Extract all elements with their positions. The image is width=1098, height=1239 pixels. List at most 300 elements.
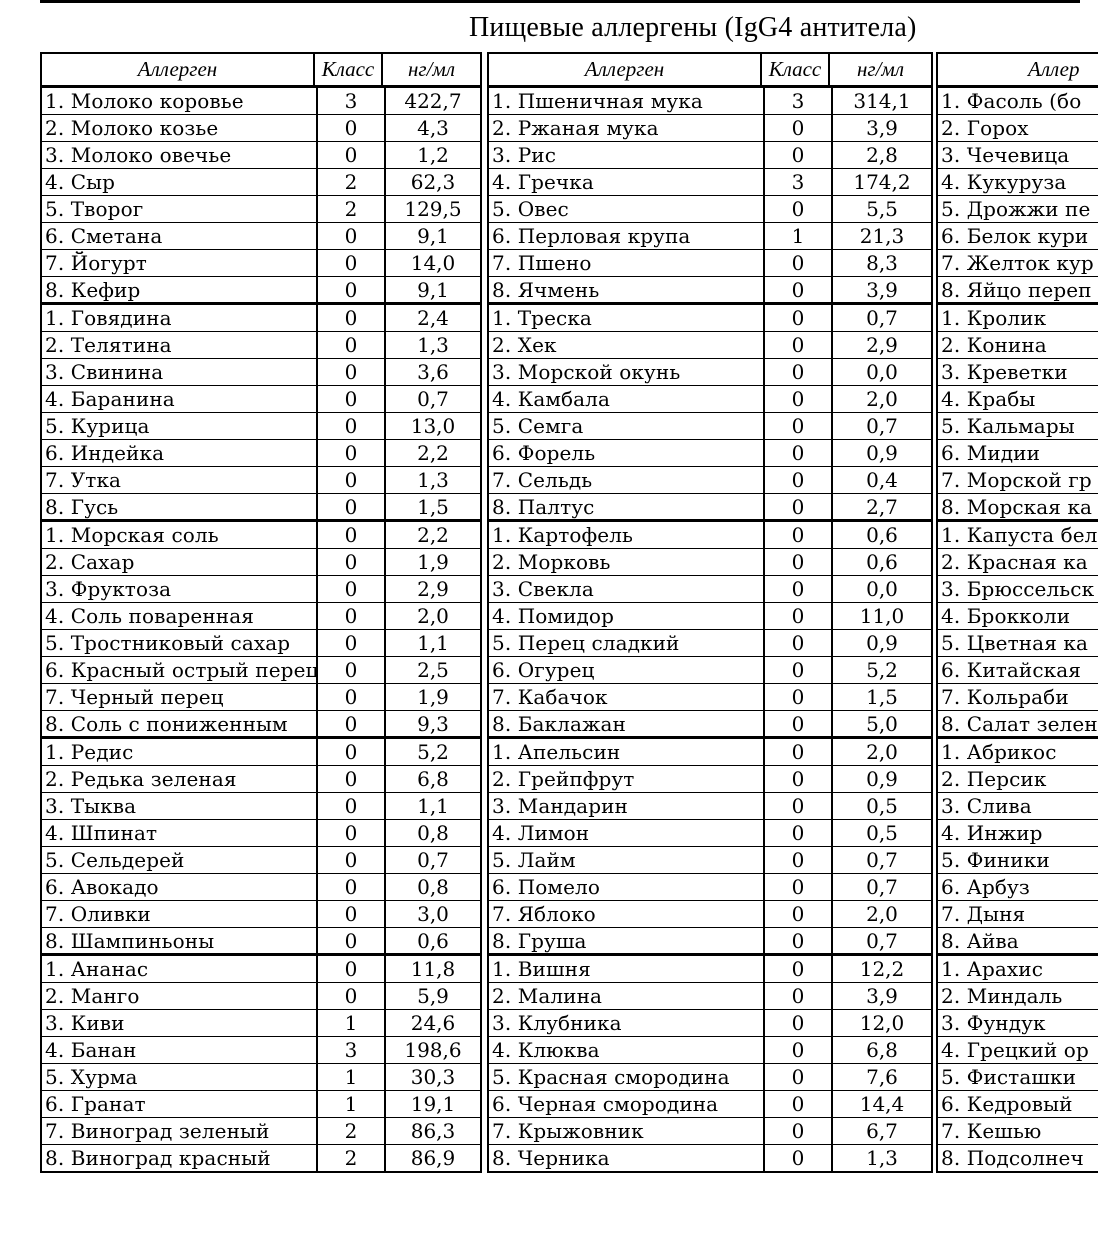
allergen-name: 2. Манго [42,983,318,1009]
allergen-class: 0 [318,277,386,302]
allergen-value: 2,2 [417,441,449,465]
table-header [42,54,480,88]
allergen-name: 2. Красная ка [941,550,1088,574]
allergen-class: 1 [318,1091,386,1117]
allergen-value: 13,0 [410,414,456,438]
allergen-class: 0 [765,494,833,519]
table-row [489,630,931,657]
allergen-value: 2,7 [866,495,898,519]
table-row [42,657,480,684]
allergen-value: 0,9 [866,767,898,791]
table-row [489,820,931,847]
table-row [938,956,1098,983]
table-row [42,142,480,169]
allergen-name: 6. Китайская [941,658,1082,682]
allergen-value: 0,9 [866,631,898,655]
allergen-value: 5,5 [866,197,898,221]
table-row [42,522,480,549]
allergen-name: 5. Сельдерей [42,847,318,873]
allergen-class: 0 [318,549,386,575]
allergen-name: 2. Конина [941,333,1047,357]
table-row [42,766,480,793]
table-row [489,1145,931,1171]
allergen-name: 7. Виноград зеленый [42,1118,318,1144]
allergen-name: 4. Грецкий ор [941,1038,1089,1062]
table-row [489,277,931,305]
allergen-name: 1. Редис [42,739,318,765]
allergen-class: 0 [765,874,833,900]
allergen-class: 0 [318,440,386,466]
allergen-name: 1. Арахис [941,957,1044,981]
table-row [489,549,931,576]
allergen-value: 422,7 [404,89,462,113]
allergen-value: 62,3 [410,170,456,194]
allergen-value: 1,5 [866,685,898,709]
allergen-class: 0 [318,494,386,519]
allergen-class: 3 [765,169,833,195]
allergen-value: 0,8 [417,821,449,845]
allergen-class: 0 [318,522,386,548]
allergen-value: 3,0 [417,902,449,926]
allergen-value: 7,6 [866,1065,898,1089]
table-row [489,359,931,386]
allergen-name: 6. Авокадо [42,874,318,900]
table-row [42,277,480,305]
allergen-value: 3,9 [866,984,898,1008]
allergen-name: 4. Гречка [489,169,765,195]
allergen-name: 3. Молоко овечье [42,142,318,168]
allergen-class: 0 [765,1091,833,1117]
allergen-class: 0 [318,820,386,846]
table-row [489,1037,931,1064]
table-row [938,440,1098,467]
allergen-class: 0 [765,332,833,358]
allergen-name: 8. Морская ка [941,495,1093,519]
allergen-class: 3 [318,1037,386,1063]
allergen-class: 2 [318,1145,386,1171]
allergen-name: 8. Подсолнеч [941,1146,1084,1170]
allergen-name: 4. Помидор [489,603,765,629]
table-row [489,142,931,169]
allergen-name: 8. Соль с пониженным [42,711,318,736]
allergen-name: 7. Яблоко [489,901,765,927]
allergen-value: 11,0 [859,604,905,628]
allergen-name: 2. Персик [941,767,1047,791]
allergen-class: 1 [765,223,833,249]
allergen-name: 5. Курица [42,413,318,439]
table-row [938,874,1098,901]
allergen-class: 0 [318,630,386,656]
table-row [938,928,1098,956]
table-row [938,277,1098,305]
allergen-name: 5. Цветная ка [941,631,1088,655]
allergen-class: 0 [318,657,386,683]
allergen-class: 0 [765,983,833,1009]
table-row [938,305,1098,332]
allergen-name: 6. Черная смородина [489,1091,765,1117]
allergen-class: 0 [765,711,833,736]
allergen-value: 12,2 [859,957,905,981]
allergen-name: 4. Лимон [489,820,765,846]
allergen-name: 4. Брокколи [941,604,1071,628]
allergen-value: 129,5 [404,197,462,221]
allergen-value: 1,1 [417,631,449,655]
allergen-class: 0 [765,793,833,819]
table-row [938,1145,1098,1171]
allergen-class: 0 [318,467,386,493]
allergen-name: 6. Белок кури [941,224,1089,248]
allergen-name: 8. Виноград красный [42,1145,318,1171]
allergen-class: 0 [765,820,833,846]
table-row [42,223,480,250]
allergen-name: 8. Салат зелен [941,712,1098,736]
allergen-class: 0 [765,901,833,927]
allergen-name: 3. Рис [489,142,765,168]
table-row [938,332,1098,359]
table-row [42,1091,480,1118]
allergen-name: 4. Инжир [941,821,1043,845]
allergen-class: 0 [765,250,833,276]
table-row [42,1037,480,1064]
table-row [489,305,931,332]
table-row [938,684,1098,711]
allergen-class: 0 [765,928,833,953]
allergen-name: 4. Кукуруза [941,170,1067,194]
allergen-table-2 [487,52,933,1173]
allergen-name: 7. Кольраби [941,685,1069,709]
table-row [42,305,480,332]
allergen-value: 0,5 [866,821,898,845]
table-row [938,522,1098,549]
table-row [938,739,1098,766]
allergen-name: 3. Брюссельск [941,577,1095,601]
table-row [42,359,480,386]
allergen-name: 2. Миндаль [941,984,1063,1008]
allergen-name: 8. Баклажан [489,711,765,736]
allergen-class: 0 [318,250,386,276]
table-body [489,88,931,1171]
allergen-name: 3. Чечевица [941,143,1070,167]
allergen-value: 4,3 [417,116,449,140]
table-row [489,847,931,874]
allergen-value: 0,6 [866,550,898,574]
allergen-name: 7. Кешью [941,1119,1042,1143]
allergen-name: 1. Ананас [42,956,318,982]
table-row [42,440,480,467]
allergen-value: 6,8 [417,767,449,791]
allergen-name: 2. Телятина [42,332,318,358]
allergen-name: 8. Шампиньоны [42,928,318,953]
allergen-name: 2. Грейпфрут [489,766,765,792]
allergen-class: 0 [318,793,386,819]
allergen-value: 12,0 [859,1011,905,1035]
allergen-class: 0 [765,603,833,629]
allergen-name: 1. Морская соль [42,522,318,548]
allergen-value: 5,2 [866,658,898,682]
allergen-name: 6. Форель [489,440,765,466]
allergen-name: 6. Кедровый [941,1092,1073,1116]
allergen-name: 5. Кальмары [941,414,1075,438]
allergen-class: 0 [765,956,833,982]
table-row [489,928,931,956]
allergen-name: 1. Треска [489,305,765,331]
table-row [489,766,931,793]
allergen-value: 0,9 [866,441,898,465]
table-header [938,54,1098,88]
allergen-value: 24,6 [410,1011,456,1035]
allergen-value: 314,1 [853,89,911,113]
table-row [489,956,931,983]
allergen-table-1 [40,52,482,1173]
allergen-value: 1,1 [417,794,449,818]
allergen-name: 6. Мидии [941,441,1041,465]
allergen-name: 5. Дрожжи пе [941,197,1091,221]
allergen-name: 1. Молоко коровье [42,88,318,114]
allergen-value: 198,6 [404,1038,462,1062]
table-row [42,250,480,277]
allergen-class: 0 [318,142,386,168]
allergen-class: 3 [318,88,386,114]
allergen-value: 14,0 [410,251,456,275]
allergen-value: 1,5 [417,495,449,519]
table-row [42,1010,480,1037]
allergen-class: 0 [765,766,833,792]
allergen-name: 5. Овес [489,196,765,222]
allergen-value: 0,7 [866,414,898,438]
table-row [938,196,1098,223]
allergen-class: 0 [765,549,833,575]
allergen-name: 5. Перец сладкий [489,630,765,656]
allergen-name: 5. Финики [941,848,1050,872]
allergen-class: 0 [318,386,386,412]
table-row [42,684,480,711]
allergen-name: 5. Лайм [489,847,765,873]
allergen-name: 1. Кролик [941,306,1047,330]
table-row [489,603,931,630]
allergen-class: 0 [318,684,386,710]
table-row [938,820,1098,847]
allergen-class: 0 [318,874,386,900]
allergen-value: 11,8 [410,957,456,981]
top-border-line [40,0,1080,3]
allergen-name: 3. Морской окунь [489,359,765,385]
table-row [938,630,1098,657]
allergen-value: 1,3 [417,333,449,357]
table-row [489,115,931,142]
allergen-value: 5,9 [417,984,449,1008]
table-row [489,467,931,494]
allergen-value: 0,6 [866,523,898,547]
allergen-value: 9,3 [417,712,449,736]
allergen-name: 3. Слива [941,794,1032,818]
table-row [938,169,1098,196]
table-row [42,332,480,359]
allergen-name: 7. Оливки [42,901,318,927]
allergen-value: 2,9 [866,333,898,357]
table-row [938,793,1098,820]
allergen-value: 1,9 [417,550,449,574]
allergen-name: 7. Йогурт [42,250,318,276]
table-row [489,901,931,928]
allergen-class: 0 [765,440,833,466]
allergen-name: 5. Фисташки [941,1065,1077,1089]
table-row [489,711,931,739]
header-class: Класс [762,54,830,85]
allergen-class: 0 [318,739,386,765]
allergen-class: 2 [318,169,386,195]
allergen-name: 2. Ржаная мука [489,115,765,141]
table-row [42,820,480,847]
table-row [938,359,1098,386]
table-row [42,467,480,494]
allergen-name: 6. Арбуз [941,875,1030,899]
allergen-value: 1,9 [417,685,449,709]
allergen-name: 1. Говядина [42,305,318,331]
table-row [938,1091,1098,1118]
allergen-value: 2,0 [866,902,898,926]
allergen-value: 2,0 [866,387,898,411]
table-row [42,630,480,657]
allergen-name: 3. Фундук [941,1011,1046,1035]
allergen-table-3 [936,52,1098,1173]
header-unit: нг/мл [407,57,455,81]
allergen-value: 0,7 [866,848,898,872]
allergen-class: 0 [318,983,386,1009]
table-row [938,603,1098,630]
allergen-value: 3,9 [866,278,898,302]
allergen-name: 6. Перловая крупа [489,223,765,249]
table-row [489,332,931,359]
allergen-name: 3. Свекла [489,576,765,602]
table-row [42,1145,480,1171]
allergen-class: 0 [765,630,833,656]
allergen-name: 4. Шпинат [42,820,318,846]
table-row [938,467,1098,494]
table-row [489,739,931,766]
table-row [489,983,931,1010]
table-row [489,386,931,413]
allergen-value: 5,0 [866,712,898,736]
allergen-name: 8. Палтус [489,494,765,519]
allergen-name: 7. Кабачок [489,684,765,710]
table-row [42,793,480,820]
allergen-name: 7. Морской гр [941,468,1092,492]
table-row [489,874,931,901]
header-unit: нг/мл [856,57,904,81]
allergen-class: 0 [765,115,833,141]
allergen-name: 2. Молоко козье [42,115,318,141]
allergen-name: 4. Камбала [489,386,765,412]
allergen-value: 0,6 [417,929,449,953]
table-row [938,386,1098,413]
allergen-value: 2,4 [417,306,449,330]
allergen-class: 0 [318,576,386,602]
allergen-name: 8. Груша [489,928,765,953]
table-row [42,494,480,522]
allergen-class: 0 [765,386,833,412]
table-row [42,386,480,413]
allergen-value: 8,3 [866,251,898,275]
allergen-name: 8. Айва [941,929,1019,953]
allergen-name: 6. Сметана [42,223,318,249]
table-row [489,196,931,223]
allergen-name: 3. Фруктоза [42,576,318,602]
allergen-value: 86,3 [410,1119,456,1143]
table-header [489,54,931,88]
allergen-name: 2. Сахар [42,549,318,575]
allergen-class: 0 [318,413,386,439]
allergen-value: 9,1 [417,224,449,248]
allergen-name: 5. Творог [42,196,318,222]
allergen-name: 8. Яйцо переп [941,278,1092,302]
allergen-name: 2. Горох [941,116,1029,140]
page-title: Пищевые аллергены (IgG4 антитела) [469,12,917,43]
allergen-class: 0 [765,305,833,331]
table-row [938,847,1098,874]
allergen-value: 0,7 [417,387,449,411]
table-row [489,88,931,115]
table-row [938,657,1098,684]
allergen-name: 5. Хурма [42,1064,318,1090]
allergen-name: 2. Редька зеленая [42,766,318,792]
allergen-name: 7. Желток кур [941,251,1094,275]
allergen-name: 8. Кефир [42,277,318,302]
table-row [938,115,1098,142]
table-row [42,603,480,630]
table-row [489,223,931,250]
table-row [489,1064,931,1091]
table-row [42,413,480,440]
allergen-value: 3,6 [417,360,449,384]
table-row [938,223,1098,250]
table-row [938,88,1098,115]
table-row [938,576,1098,603]
table-row [42,1118,480,1145]
allergen-value: 6,7 [866,1119,898,1143]
table-row [42,1064,480,1091]
allergen-value: 0,4 [866,468,898,492]
allergen-name: 1. Вишня [489,956,765,982]
table-row [42,549,480,576]
table-row [938,494,1098,522]
allergen-name: 8. Гусь [42,494,318,519]
allergen-value: 2,5 [417,658,449,682]
allergen-name: 2. Малина [489,983,765,1009]
allergen-class: 0 [765,413,833,439]
allergen-name: 4. Сыр [42,169,318,195]
allergen-name: 3. Тыква [42,793,318,819]
table-row [938,250,1098,277]
allergen-class: 0 [318,901,386,927]
allergen-class: 1 [318,1010,386,1036]
table-row [489,440,931,467]
allergen-name: 4. Соль поваренная [42,603,318,629]
allergen-value: 86,9 [410,1146,456,1170]
allergen-name: 3. Клубника [489,1010,765,1036]
table-row [938,711,1098,739]
allergen-class: 0 [318,359,386,385]
table-row [42,739,480,766]
allergen-class: 0 [765,1118,833,1144]
table-row [42,196,480,223]
allergen-name: 7. Черный перец [42,684,318,710]
allergen-name: 1. Фасоль (бо [941,89,1082,113]
allergen-value: 1,3 [417,468,449,492]
allergen-value: 0,0 [866,577,898,601]
table-row [489,522,931,549]
allergen-value: 174,2 [853,170,911,194]
allergen-name: 7. Сельдь [489,467,765,493]
